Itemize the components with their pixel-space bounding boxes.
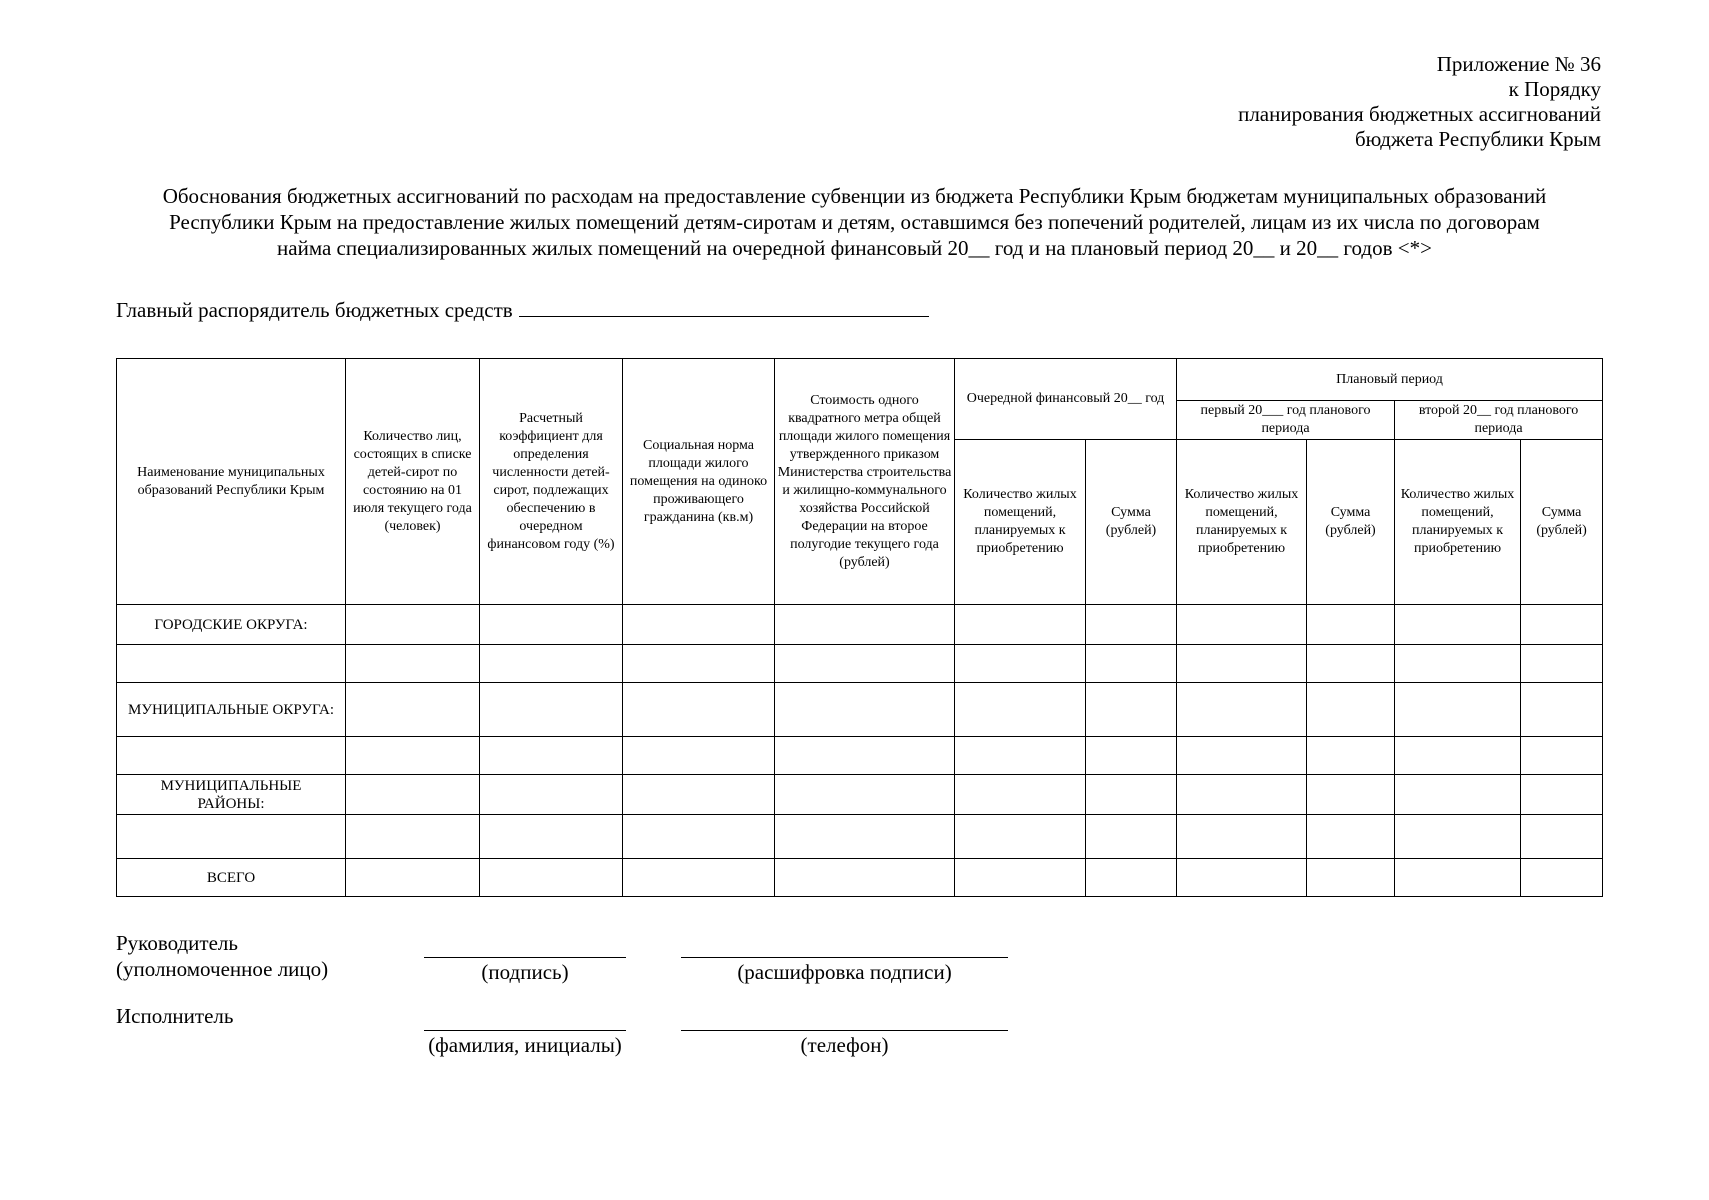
appendix-header xyxy=(1238,52,1601,152)
table-cell[interactable] xyxy=(775,645,955,683)
table-cell[interactable] xyxy=(1177,683,1307,737)
table-cell[interactable] xyxy=(1177,737,1307,775)
table-cell[interactable] xyxy=(480,859,623,897)
appendix-planning: планирования бюджетных ассигнований xyxy=(1238,102,1601,126)
table-cell[interactable] xyxy=(346,737,480,775)
table-cell[interactable] xyxy=(1521,683,1603,737)
table-cell[interactable] xyxy=(775,815,955,859)
table-cell[interactable] xyxy=(346,815,480,859)
header-sum-second: Сумма (рублей) xyxy=(1521,440,1603,605)
table-cell[interactable] xyxy=(1395,683,1521,737)
table-cell[interactable] xyxy=(117,645,346,683)
table-row xyxy=(117,683,1603,737)
row-label-city: ГОРОДСКИЕ ОКРУГА: xyxy=(117,605,346,645)
table-cell[interactable] xyxy=(775,683,955,737)
header-sum-first: Сумма (рублей) xyxy=(1307,440,1395,605)
table-cell[interactable] xyxy=(1086,815,1177,859)
table-cell[interactable] xyxy=(623,683,775,737)
appendix-number: Приложение № 36 xyxy=(1436,52,1601,76)
signature-caption: (подпись) xyxy=(481,960,569,984)
table-cell[interactable] xyxy=(1086,737,1177,775)
table-cell[interactable] xyxy=(480,683,623,737)
table-cell[interactable] xyxy=(1521,775,1603,815)
table-cell[interactable] xyxy=(775,775,955,815)
table-row xyxy=(117,775,1603,815)
table-row xyxy=(117,815,1603,859)
table-cell[interactable] xyxy=(623,645,775,683)
table-cell[interactable] xyxy=(1521,859,1603,897)
executor-label: Исполнитель xyxy=(116,1004,234,1028)
row-label-total: ВСЕГО xyxy=(117,859,346,897)
table-cell[interactable] xyxy=(623,737,775,775)
table-row xyxy=(117,645,1603,683)
header-qty-second: Количество жилых помещений, планируемых к приобретению xyxy=(1395,440,1521,605)
table-cell[interactable] xyxy=(775,859,955,897)
table-cell[interactable] xyxy=(955,815,1086,859)
signature-decoding-line[interactable] xyxy=(681,957,1008,958)
table-cell[interactable] xyxy=(955,775,1086,815)
table-cell[interactable] xyxy=(623,775,775,815)
row-label-municipal-rayon: МУНИЦИПАЛЬНЫЕ РАЙОНЫ: xyxy=(117,775,346,815)
table-row xyxy=(117,605,1603,645)
header-qty-next: Количество жилых помещений, планируемых к приобретению xyxy=(955,440,1086,605)
table-cell[interactable] xyxy=(480,737,623,775)
table-cell[interactable] xyxy=(480,605,623,645)
table-cell[interactable] xyxy=(480,645,623,683)
table-cell[interactable] xyxy=(623,605,775,645)
table-row xyxy=(117,859,1603,897)
budget-table xyxy=(116,358,1603,897)
header-count-orphans: Количество лиц, состоящих в списке детей-сирот по состоянию на 01 июля текущего года (человек) xyxy=(346,359,480,605)
table-cell[interactable] xyxy=(623,859,775,897)
table-cell[interactable] xyxy=(1521,737,1603,775)
table-cell[interactable] xyxy=(955,683,1086,737)
title-line-3: найма специализированных жилых помещений на очередной финансовый 20__ год и на плановый период 20__ и 20__ годов <*> xyxy=(277,236,1432,260)
header-next-year: Очередной финансовый 20__ год xyxy=(955,359,1177,440)
table-cell[interactable] xyxy=(1395,737,1521,775)
header-name: Наименование муниципальных образований Республики Крым xyxy=(117,359,346,605)
table-cell[interactable] xyxy=(1177,775,1307,815)
head-authorized: (уполномоченное лицо) xyxy=(116,957,329,981)
table-cell[interactable] xyxy=(955,737,1086,775)
table-cell[interactable] xyxy=(346,775,480,815)
row-label-municipal-okrug: МУНИЦИПАЛЬНЫЕ ОКРУГА: xyxy=(117,683,346,737)
table-cell[interactable] xyxy=(1521,815,1603,859)
main-manager-row xyxy=(116,298,929,323)
decoding-caption: (расшифровка подписи) xyxy=(737,960,952,984)
appendix-budget: бюджета Республики Крым xyxy=(1354,127,1601,151)
table-cell[interactable] xyxy=(1177,605,1307,645)
table-cell[interactable] xyxy=(1307,815,1395,859)
header-cost-sqm: Стоимость одного квадратного метра общей площади жилого помещения утвержденного приказом Министерства строительства и жилищно-коммунального хозяйства Российской Федерации на второе полугодие текущего года (рублей) xyxy=(775,359,955,605)
table-cell[interactable] xyxy=(623,815,775,859)
phone-caption: (телефон) xyxy=(800,1033,889,1057)
table-cell[interactable] xyxy=(1395,605,1521,645)
table-cell[interactable] xyxy=(1307,775,1395,815)
table-cell[interactable] xyxy=(1307,683,1395,737)
table-cell[interactable] xyxy=(1086,775,1177,815)
table-cell[interactable] xyxy=(1307,737,1395,775)
table-cell[interactable] xyxy=(1086,683,1177,737)
header-social-norm: Социальная норма площади жилого помещения на одиноко проживающего гражданина (кв.м) xyxy=(623,359,775,605)
main-manager-blank-line xyxy=(519,298,929,317)
header-planning-period: Плановый период xyxy=(1177,359,1603,401)
executor-name-line[interactable] xyxy=(424,1030,626,1031)
table-cell[interactable] xyxy=(346,605,480,645)
table-cell[interactable] xyxy=(117,737,346,775)
header-second-year: второй 20__ год планового периода xyxy=(1395,401,1603,440)
signature-line[interactable] xyxy=(424,957,626,958)
table-cell[interactable] xyxy=(1395,645,1521,683)
title-line-2: Республики Крым на предоставление жилых помещений детям-сиротам и детям, оставшимся без попечений родителей, лицам из их числа по договорам xyxy=(169,210,1540,234)
table-cell[interactable] xyxy=(1395,775,1521,815)
table-cell[interactable] xyxy=(480,775,623,815)
table-cell[interactable] xyxy=(1521,645,1603,683)
main-manager-label: Главный распорядитель бюджетных средств xyxy=(116,298,513,322)
table-cell[interactable] xyxy=(955,645,1086,683)
table-cell[interactable] xyxy=(1307,605,1395,645)
table-cell[interactable] xyxy=(1086,859,1177,897)
table-cell[interactable] xyxy=(1177,645,1307,683)
table-cell[interactable] xyxy=(1307,859,1395,897)
table-cell[interactable] xyxy=(1086,605,1177,645)
table-cell[interactable] xyxy=(1177,815,1307,859)
table-cell[interactable] xyxy=(775,737,955,775)
header-sum-next: Сумма (рублей) xyxy=(1086,440,1177,605)
executor-phone-line[interactable] xyxy=(681,1030,1008,1031)
table-row xyxy=(117,737,1603,775)
head-label xyxy=(116,930,328,982)
table-cell[interactable] xyxy=(1521,605,1603,645)
title-line-1: Обоснования бюджетных ассигнований по расходам на предоставление субвенции из бюджета Республики Крым бюджетам муниципальных образований xyxy=(162,184,1547,208)
table-cell[interactable] xyxy=(1307,645,1395,683)
table-cell[interactable] xyxy=(955,605,1086,645)
table-cell[interactable] xyxy=(480,815,623,859)
header-coefficient: Расчетный коэффициент для определения численности детей-сирот, подлежащих обеспечению в очередном финансовом году (%) xyxy=(480,359,623,605)
table-cell[interactable] xyxy=(1395,859,1521,897)
table-cell[interactable] xyxy=(346,683,480,737)
table-cell[interactable] xyxy=(1086,645,1177,683)
table-cell[interactable] xyxy=(346,645,480,683)
table-cell[interactable] xyxy=(346,859,480,897)
appendix-to-order: к Порядку xyxy=(1508,77,1601,101)
table-cell[interactable] xyxy=(1177,859,1307,897)
table-cell[interactable] xyxy=(117,815,346,859)
document-title xyxy=(100,183,1609,261)
header-first-year: первый 20___ год планового периода xyxy=(1177,401,1395,440)
table-cell[interactable] xyxy=(775,605,955,645)
header-qty-first: Количество жилых помещений, планируемых к приобретению xyxy=(1177,440,1307,605)
table-cell[interactable] xyxy=(955,859,1086,897)
table-cell[interactable] xyxy=(1395,815,1521,859)
name-caption: (фамилия, инициалы) xyxy=(428,1033,622,1057)
head-title: Руководитель xyxy=(116,931,238,955)
